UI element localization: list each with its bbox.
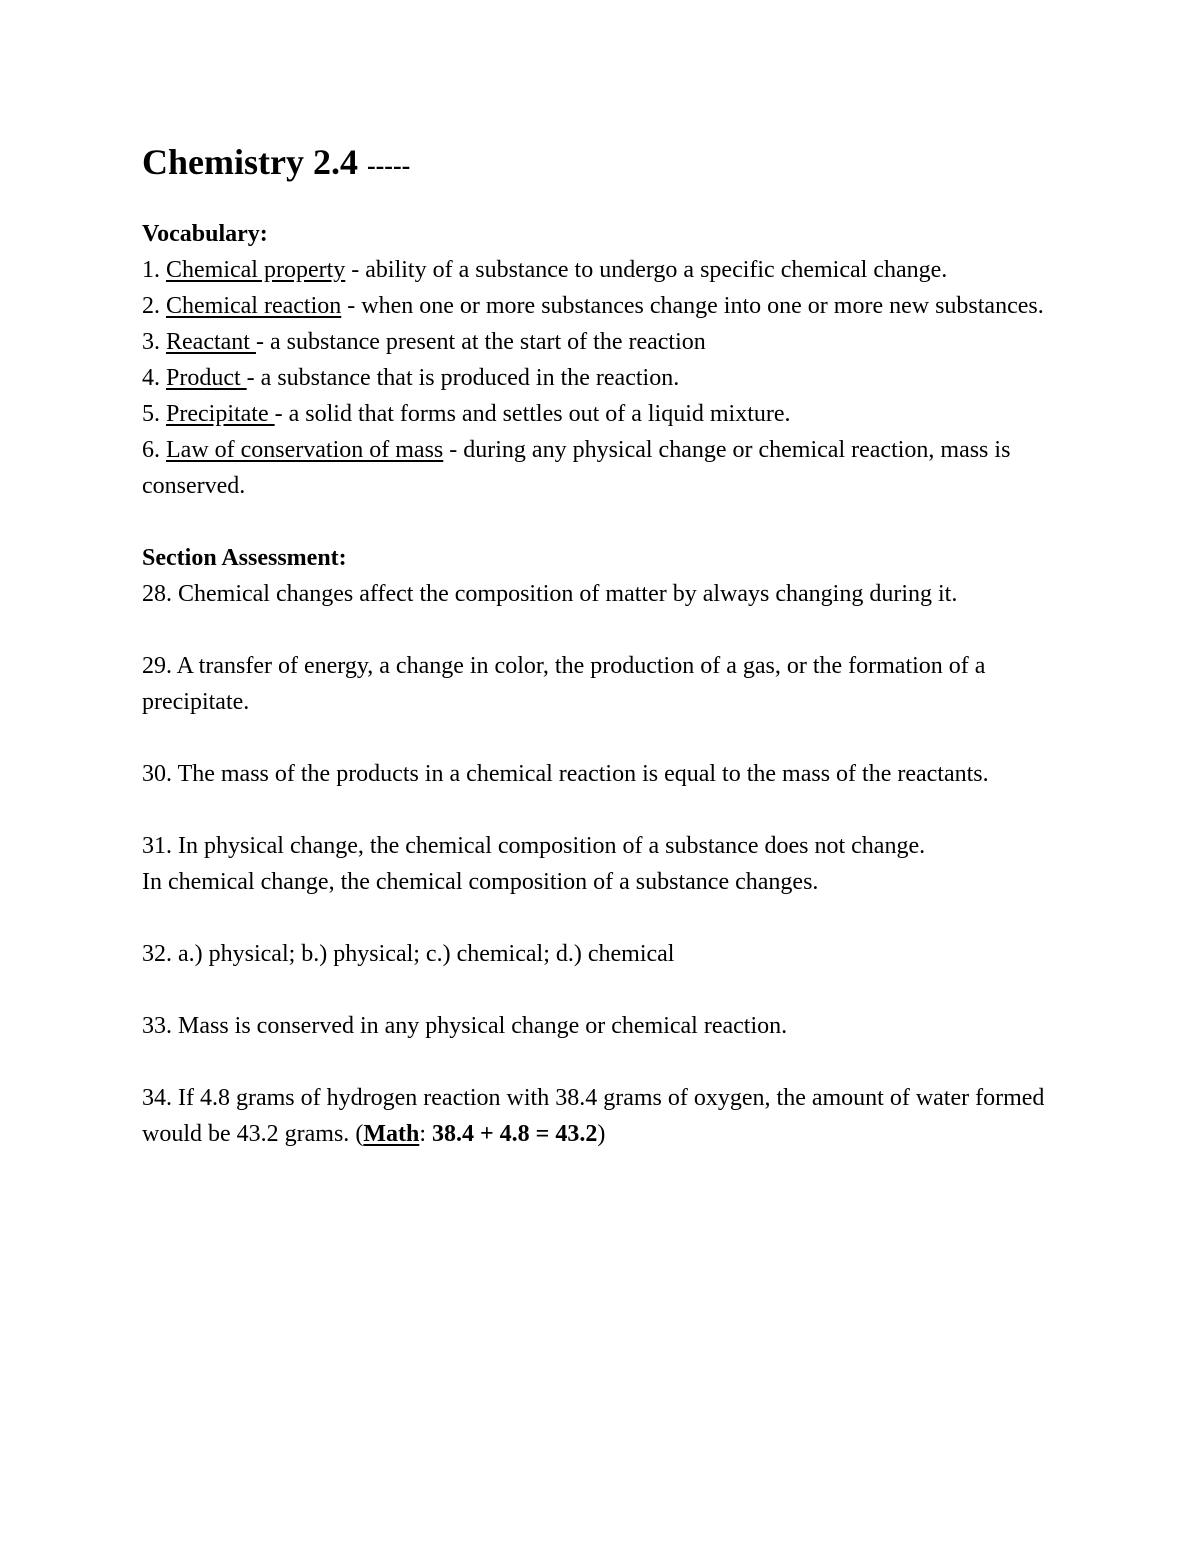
vocabulary-heading: Vocabulary: bbox=[142, 221, 268, 247]
vocab-term: Law of conservation of mass bbox=[166, 437, 444, 463]
vocab-item bbox=[142, 288, 1082, 324]
vocab-item bbox=[142, 432, 1082, 504]
vocab-item bbox=[142, 396, 1082, 432]
vocab-item bbox=[142, 324, 1082, 360]
math-paren-close: ) bbox=[597, 1121, 606, 1147]
vocab-term: Reactant bbox=[166, 329, 256, 355]
vocab-term: Chemical property bbox=[166, 257, 346, 283]
vocab-term: Precipitate bbox=[166, 401, 275, 427]
title-dashes: ----- bbox=[366, 151, 411, 180]
vocab-number: 5. bbox=[142, 401, 160, 427]
vocab-item bbox=[142, 252, 1082, 288]
answer-33: 33. Mass is conserved in any physical change or chemical reaction. bbox=[142, 1013, 788, 1039]
vocabulary-list bbox=[142, 252, 1082, 504]
answer-34 bbox=[142, 1080, 1082, 1152]
document-title bbox=[142, 138, 1082, 190]
vocab-definition: - a solid that forms and settles out of a liquid mixture. bbox=[274, 401, 791, 427]
vocab-term: Product bbox=[166, 365, 247, 391]
vocab-definition: - when one or more substances change into one or more new substances. bbox=[341, 293, 1044, 319]
vocab-number: 6. bbox=[142, 437, 160, 463]
vocab-term: Chemical reaction bbox=[166, 293, 342, 319]
assessment-heading: Section Assessment: bbox=[142, 545, 347, 571]
vocab-definition: - ability of a substance to undergo a specific chemical change. bbox=[345, 257, 948, 283]
vocab-item bbox=[142, 360, 1082, 396]
vocab-definition: - a substance present at the start of the reaction bbox=[255, 329, 706, 355]
answer-31 bbox=[142, 828, 1082, 900]
math-paren-open: ( bbox=[355, 1121, 364, 1147]
vocab-number: 1. bbox=[142, 257, 160, 283]
vocab-number: 4. bbox=[142, 365, 160, 391]
vocab-number: 3. bbox=[142, 329, 160, 355]
math-label: Math bbox=[363, 1121, 420, 1147]
answer-32: 32. a.) physical; b.) physical; c.) chemical; d.) chemical bbox=[142, 941, 675, 967]
answer-31-line1: 31. In physical change, the chemical composition of a substance does not change. bbox=[142, 833, 926, 859]
math-expression: 38.4 + 4.8 = 43.2 bbox=[431, 1121, 598, 1147]
title-text: Chemistry 2.4 bbox=[142, 142, 358, 182]
answer-31-line2: In chemical change, the chemical composition of a substance changes. bbox=[142, 869, 819, 895]
vocab-definition: - a substance that is produced in the reaction. bbox=[246, 365, 680, 391]
answer-34-text: 34. If 4.8 grams of hydrogen reaction with 38.4 grams of oxygen, the amount of water formed would be 43.2 grams. bbox=[142, 1085, 1045, 1147]
document-page bbox=[142, 138, 1082, 1188]
answer-28: 28. Chemical changes affect the composition of matter by always changing during it. bbox=[142, 581, 958, 607]
answer-30: 30. The mass of the products in a chemical reaction is equal to the mass of the reactants. bbox=[142, 761, 989, 787]
vocab-definition: - during any physical change or chemical reaction, mass is conserved. bbox=[142, 437, 1011, 499]
math-colon: : bbox=[419, 1121, 432, 1147]
answer-29: 29. A transfer of energy, a change in color, the production of a gas, or the formation of a precipitate. bbox=[142, 653, 986, 715]
vocab-number: 2. bbox=[142, 293, 160, 319]
